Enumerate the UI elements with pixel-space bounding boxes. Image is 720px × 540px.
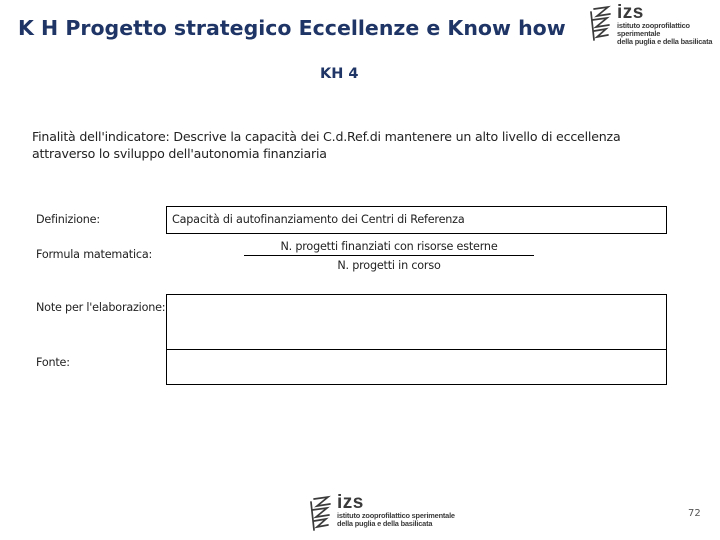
formula-denominator: N. progetti in corso — [337, 259, 441, 272]
definizione-label: Definizione: — [36, 212, 100, 226]
logo-brand: izs — [337, 492, 364, 513]
izs-logo-mark-icon — [308, 494, 334, 534]
table-row-fonte — [32, 350, 667, 385]
formula-fraction — [244, 240, 533, 272]
fonte-label: Fonte: — [36, 355, 70, 369]
izs-logo-mark-icon — [588, 4, 614, 44]
page-number: 72 — [688, 508, 701, 519]
izs-logo-footer — [308, 494, 455, 534]
formula-cell — [137, 234, 637, 295]
note-label: Note per l'elaborazione: — [36, 300, 166, 314]
table-row-definizione — [32, 207, 667, 234]
logo-line2: della puglia e della basilicata — [617, 37, 713, 46]
logo-line1: istituto zooprofilattico sperimentale — [617, 21, 690, 38]
logo-brand: izs — [617, 2, 644, 23]
note-value — [167, 295, 667, 350]
formula-label: Formula matematica: — [36, 247, 153, 261]
table-row-formula — [32, 234, 667, 295]
page-title: K H Progetto strategico Eccellenze e Know how — [18, 16, 566, 40]
izs-logo-header — [588, 4, 720, 46]
definizione-value: Capacità di autofinanziamento dei Centri di Referenza — [167, 207, 667, 234]
indicator-table — [32, 206, 667, 385]
table-row-note — [32, 295, 667, 350]
finalita-text: Finalità dell'indicatore: Descrive la capacità dei C.d.Ref.di mantenere un alto livello di eccellenza attraverso lo sviluppo dell'autonomia finanziaria — [32, 129, 621, 161]
logo-line2: della puglia e della basilicata — [337, 519, 433, 528]
page-subtitle: KH 4 — [320, 66, 359, 82]
formula-numerator: N. progetti finanziati con risorse esterne — [244, 240, 533, 256]
fonte-value — [167, 350, 667, 385]
logo-line1: istituto zooprofilattico sperimentale — [337, 511, 455, 520]
